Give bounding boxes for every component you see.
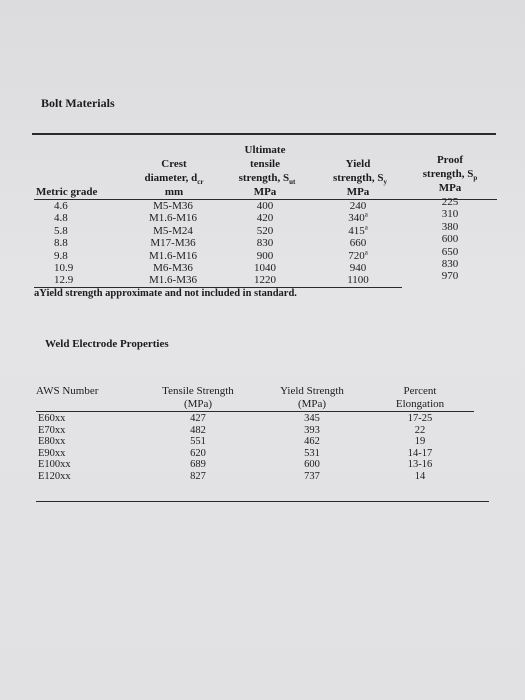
header-proof-line2: strength, $S_p$ <box>422 168 478 183</box>
table-cell: 551 <box>190 436 206 448</box>
table-cell: 10.9 <box>54 262 74 275</box>
header-yield-line1: Yield <box>345 158 371 170</box>
header-uts-line1: Ultimate <box>244 144 286 156</box>
header-yield-line2: strength, $S_y$ <box>332 172 388 187</box>
uts-column <box>240 200 290 287</box>
header-yield-line1: Yield Strength <box>280 385 344 397</box>
table-cell: M1.6-M16 <box>149 249 197 262</box>
table-cell: 720$^a$ <box>348 247 368 262</box>
table-cell: 5.8 <box>54 224 68 237</box>
diameter-column <box>128 200 218 287</box>
header-diameter-line2: diameter, $d_{cr}$ <box>144 172 204 187</box>
table-cell: 830 <box>441 258 459 271</box>
header-proof-line1: Proof <box>436 154 464 166</box>
table-cell: E60xx <box>38 413 66 424</box>
weld-bottom-rule <box>36 501 489 502</box>
table-cell: 415$^a$ <box>348 223 368 237</box>
table-cell: 22 <box>414 424 426 436</box>
header-aws: AWS Number <box>36 385 99 397</box>
table-cell: 340$^a$ <box>348 210 368 225</box>
header-grade: Metric grade <box>36 186 98 198</box>
table-cell: 520 <box>256 224 274 237</box>
table-cell: 310 <box>441 208 459 221</box>
table-cell: 600 <box>441 233 459 246</box>
yield-column <box>333 200 383 287</box>
table-cell: 17-25 <box>407 413 433 424</box>
header-yield-unit: MPa <box>346 186 370 198</box>
header-tensile-line1: Tensile Strength <box>162 385 234 397</box>
table-cell: 427 <box>190 413 206 424</box>
table-cell: 225 <box>441 196 459 208</box>
header-diameter-unit: mm <box>164 186 184 198</box>
table-cell: 4.8 <box>54 212 68 225</box>
table-cell: 400 <box>256 200 274 212</box>
table-cell: 940 <box>349 262 367 275</box>
header-proof-unit: MPa <box>438 182 462 194</box>
table-cell: M17-M36 <box>150 237 196 250</box>
table-cell: 650 <box>441 245 459 258</box>
table-cell: 531 <box>304 447 320 459</box>
weld-yield-column <box>289 413 335 483</box>
table-cell: 380 <box>441 220 459 233</box>
header-tensile-line2: (MPa) <box>183 398 213 410</box>
table-cell: 660 <box>349 237 367 250</box>
table-cell: M5-M36 <box>153 200 193 212</box>
weld-table-title: Weld Electrode Properties <box>45 338 169 350</box>
table-cell: 689 <box>190 459 206 471</box>
table-cell: 462 <box>304 436 320 448</box>
table-cell: 900 <box>256 249 274 262</box>
weld-header-rule <box>36 411 474 412</box>
table-cell: 830 <box>256 237 274 250</box>
table-cell: E120xx <box>38 470 71 482</box>
table-cell: 1100 <box>347 274 369 287</box>
table-cell: 393 <box>304 424 320 436</box>
header-elongation-line2: Elongation <box>395 398 445 410</box>
table-cell: 1040 <box>254 262 276 275</box>
table-cell: 970 <box>441 270 459 283</box>
proof-column <box>426 196 474 283</box>
table-cell: 482 <box>190 424 206 436</box>
table-cell: 345 <box>304 413 320 424</box>
table-cell: 827 <box>190 470 206 482</box>
aws-column <box>38 413 108 483</box>
elongation-column <box>395 413 445 483</box>
table-cell: 14-17 <box>407 447 433 459</box>
table-cell: 19 <box>414 436 426 448</box>
table-cell: M6-M36 <box>153 262 193 275</box>
header-diameter-line1: Crest <box>161 158 187 170</box>
table-cell: M5-M24 <box>153 224 193 237</box>
table-cell: 12.9 <box>54 274 74 287</box>
grade-column <box>54 200 104 287</box>
table-cell: 8.8 <box>54 237 68 250</box>
table-cell: 600 <box>304 459 320 471</box>
table-cell: E100xx <box>38 459 71 471</box>
header-uts-line3: strength, $S_{ut}$ <box>238 172 296 187</box>
table-cell: 13-16 <box>407 459 433 471</box>
table-cell: 14 <box>414 470 426 482</box>
table-cell: 620 <box>190 447 206 459</box>
bolt-table-title: Bolt Materials <box>41 96 115 110</box>
header-yield-line2: (MPa) <box>297 398 327 410</box>
header-elongation-line1: Percent <box>403 385 437 397</box>
table-cell: M1.6-M36 <box>149 274 197 287</box>
table-cell: E80xx <box>38 436 66 448</box>
table-cell: 240 <box>349 200 367 212</box>
header-uts-unit: MPa <box>253 186 277 198</box>
table-cell: 737 <box>304 470 320 482</box>
bolt-table-top-rule <box>32 133 496 135</box>
bolt-footnote: aYield strength approximate and not included in standard. <box>34 288 297 299</box>
table-cell: 9.8 <box>54 249 68 262</box>
header-uts-line2: tensile <box>250 158 280 170</box>
table-cell: 1220 <box>254 274 276 287</box>
table-cell: E70xx <box>38 424 66 436</box>
table-cell: M1.6-M16 <box>149 212 197 225</box>
table-cell: 4.6 <box>54 200 68 212</box>
table-cell: 420 <box>256 212 274 225</box>
tensile-column <box>175 413 221 483</box>
table-cell: E90xx <box>38 447 66 459</box>
